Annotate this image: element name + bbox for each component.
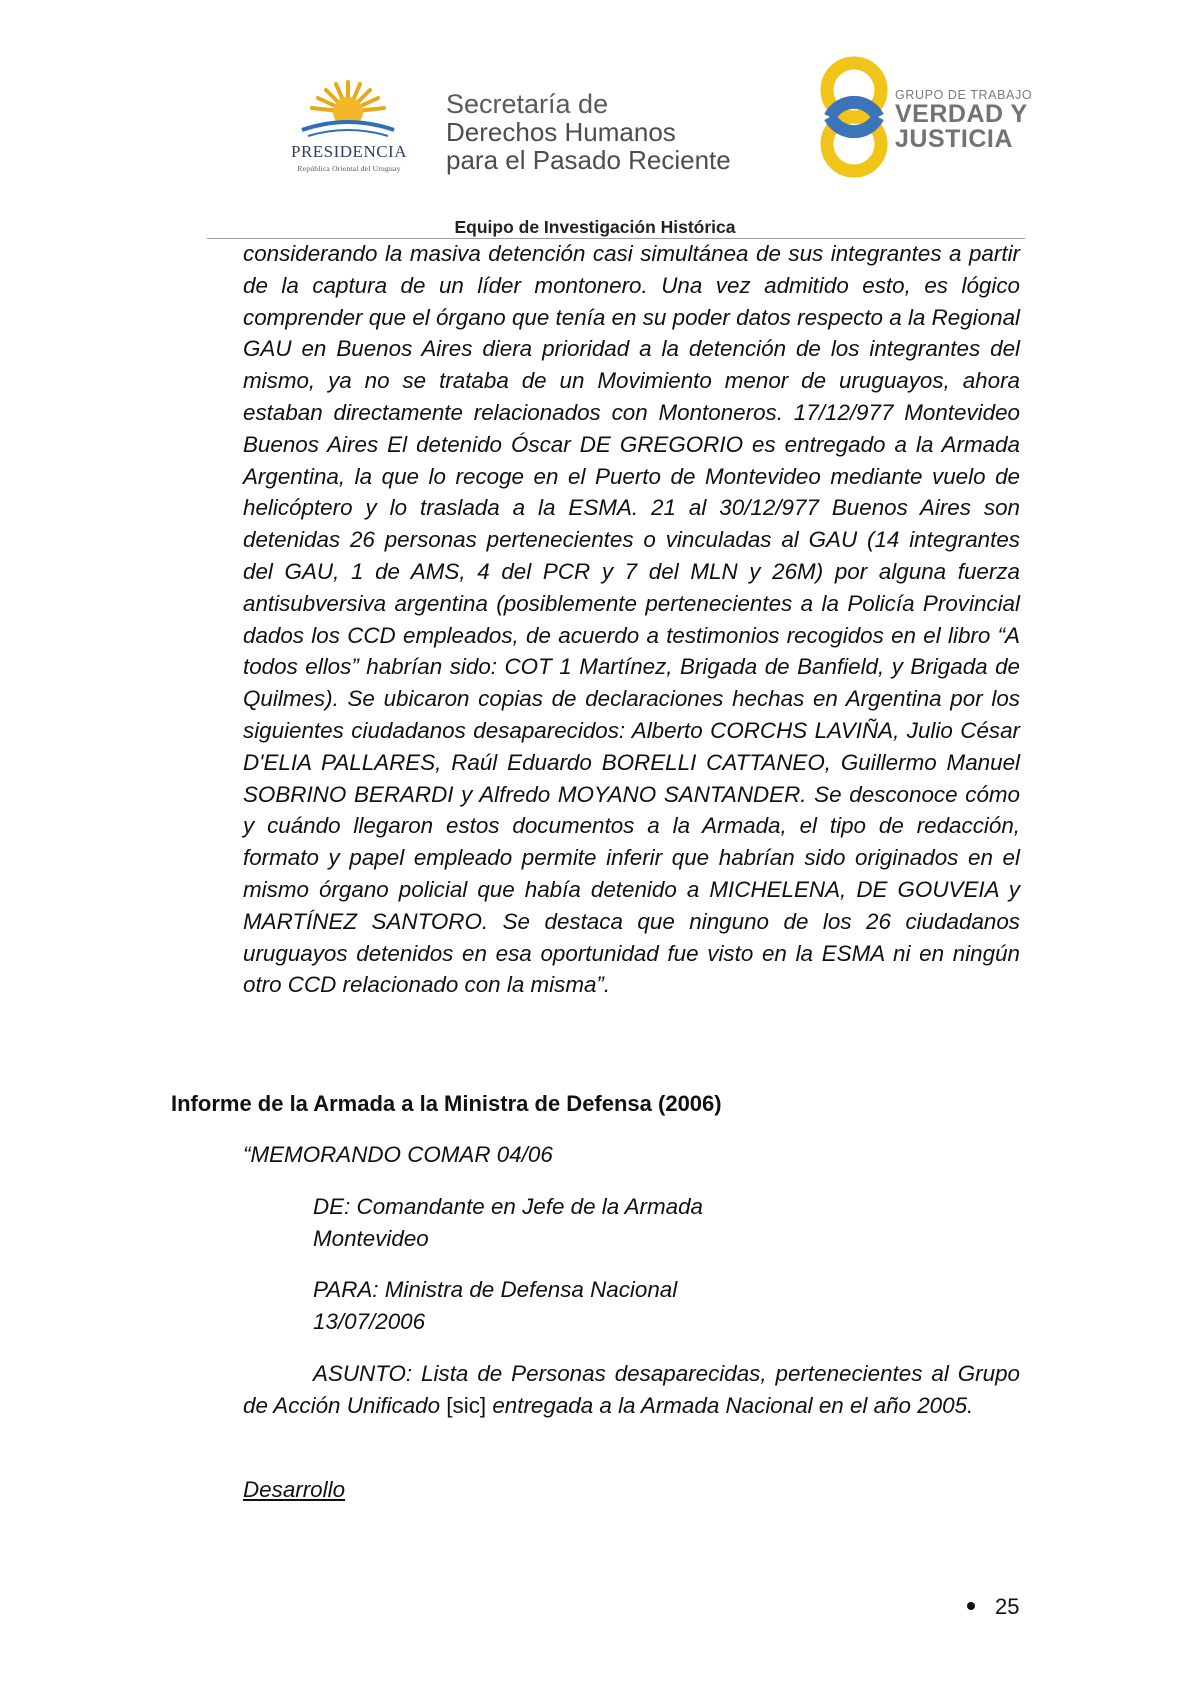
secretaria-line-2: Derechos Humanos [446,117,676,147]
team-name: Equipo de Investigación Histórica [454,217,736,237]
page-number [967,1594,1019,1620]
quote-paragraph: considerando la masiva detención casi simultánea de sus integrantes a partir de la captura de un líder montonero. Una vez admitido esto, es lógico comprender que el órgano que tenía en su poder datos respecto a la Regional GAU en Buenos Aires diera prioridad a la detención de los integrantes del mismo, ya no se trataba de un Movimiento menor de uruguayos, ahora estaban directamente relacionados con Montoneros. 17/12/977 Montevideo Buenos Aires El detenido Óscar DE GREGORIO es entregado a la Armada Argentina, la que lo recoge en el Puerto de Montevideo mediante vuelo de helicóptero y lo traslada a la ESMA. 21 al 30/12/977 Buenos Aires son detenidas 26 personas pertenecientes o vinculadas al GAU (14 integrantes del GAU, 1 de AMS, 4 del PCR y 7 del MLN y 26M) por alguna fuerza antisubversiva argentina (posiblemente pertenecientes a la Policía Provincial dados los CCD empleados, de acuerdo a testimonios recogidos en el libro “A todos ellos” habrían sido: COT 1 Martínez, Brigada de Banfield, y Brigada de Quilmes). Se ubicaron copias de declaraciones hechas en Argentina por los siguientes ciudadanos desaparecidos: Alberto CORCHS LAVIÑA, Julio César D'ELIA PALLARES, Raúl Eduardo BORELLI CATTANEO, Guillermo Manuel SOBRINO BERARDI y Alfredo MOYANO SANTANDER. Se desconoce cómo y cuándo llegaron estos documentos a la Armada, el tipo de redacción, formato y papel empleado permite inferir que habrían sido originados en el mismo órgano policial que había detenido a MICHELENA, DE GOUVEIA y MARTÍNEZ SANTORO. Se destaca que ninguno de los 26 ciudadanos uruguayos detenidos en esa oportunidad fue visto en la ESMA ni en ningún otro CCD relacionado con la misma”. [243,241,1020,998]
page-number-value: 25 [995,1594,1020,1619]
memo-title: “MEMORANDO COMAR 04/06 [243,1142,553,1167]
memo-date: 13/07/2006 [313,1309,426,1334]
secretaria-line-3: para el Pasado Reciente [446,145,731,175]
grupo-line-2: VERDAD Y [895,100,1028,128]
grupo-line-3: JUSTICIA [895,125,1013,153]
presidencia-logo [268,78,430,178]
sic-marker: [sic] [446,1392,487,1418]
bullet-icon [967,1602,975,1610]
memo-subject-part-1: ASUNTO: Lista de Personas desaparecidas, pertenecientes al Grupo de Acción Unificado [243,1361,1020,1418]
memo-to: PARA: Ministra de Defensa Nacional [313,1277,678,1302]
memo-subject-part-2: entregada a la Armada Nacional en el año 2005. [486,1392,974,1418]
secretaria-line-1: Secretaría de [446,89,609,119]
presidencia-name: PRESIDENCIA [290,142,407,161]
memo-subject [243,1358,1020,1422]
grupo-trabajo-text [895,88,1032,152]
memo-from-place: Montevideo [313,1226,429,1251]
memo-from: DE: Comandante en Jefe de la Armada [313,1194,703,1219]
sun-emblem-icon [298,78,398,142]
section-heading: Informe de la Armada a la Ministra de Defensa (2006) [171,1091,722,1116]
grupo-trabajo-rings-icon [818,54,890,180]
presidencia-subtitle: República Oriental del Uruguay [297,164,401,173]
secretaria-title [446,90,731,174]
grupo-line-1: GRUPO DE TRABAJO [895,88,1033,102]
desarrollo-heading: Desarrollo [243,1477,346,1502]
